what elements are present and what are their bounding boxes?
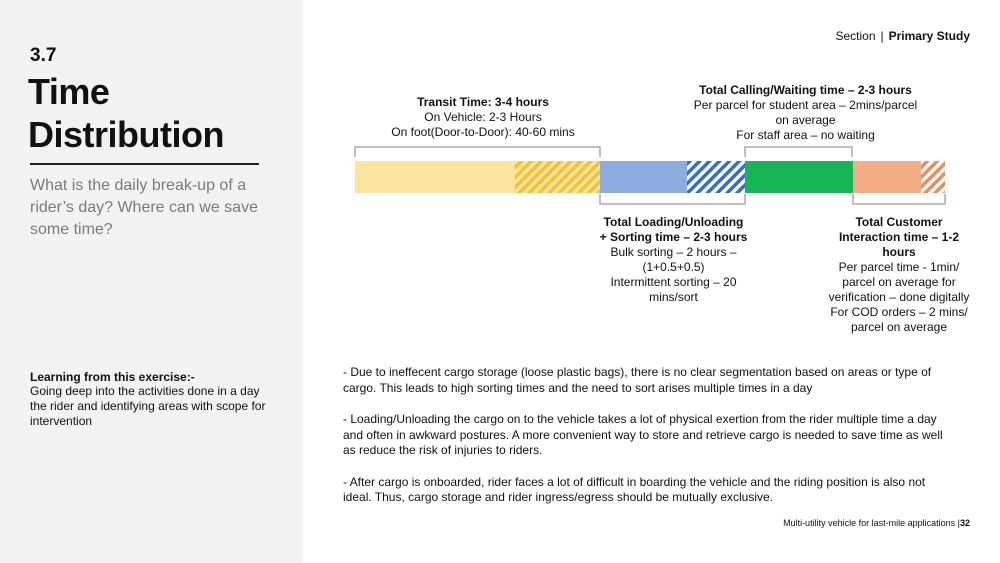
footer — [783, 518, 970, 528]
label-customer-interaction-time — [818, 215, 980, 335]
footer-text: Multi-utility vehicle for last-mile applications — [783, 518, 956, 528]
note-paragraph: - After cargo is onboarded, rider faces a lot of difficult in boarding the vehicle and the riding position is also not ideal. Thus, cargo storage and rider ingress/egress should be mutually exclusive. — [343, 474, 926, 504]
calling-line-2: on average — [775, 113, 836, 127]
page-number: 32 — [959, 518, 970, 528]
segment-customer-hatched — [921, 161, 945, 193]
learning-body: Going deep into the activities done in a day the rider and identifying areas with scope for intervention — [30, 384, 266, 428]
customer-title-2: Interaction time – 1-2 — [838, 230, 960, 244]
loading-title-2: + Sorting time – 2-3 hours — [599, 230, 748, 244]
calling-line-3: For staff area – no waiting — [736, 128, 875, 142]
customer-title-1: Total Customer — [855, 215, 943, 229]
segment-transit-hatched — [515, 161, 600, 193]
section-number: 3.7 — [30, 45, 57, 66]
segment-customer-solid — [853, 161, 921, 193]
transit-line-2: On foot(Door-to-Door): 40-60 mins — [391, 125, 575, 139]
section-name: Primary Study — [888, 29, 970, 43]
note-paragraph: - Loading/Unloading the cargo on to the vehicle takes a lot of physical exertion from the rider multiple time a day and often in awkward postures. A more convenient way to store and retrieve cargo is needed to save time as well as reduce the risk of injuries to riders. — [343, 412, 943, 457]
note-paragraph: - Due to ineffecent cargo storage (loose plastic bags), there is no clear segmentation based on areas or type of cargo. This leads to high sorting times and the need to sort arises multiple times in a day — [343, 365, 932, 395]
section-label: Section — [835, 29, 876, 43]
page-title-line-1: Time — [28, 71, 110, 112]
segment-loading-hatched — [687, 161, 745, 193]
footer-separator: | — [957, 518, 960, 528]
segment-loading-solid — [600, 161, 687, 193]
calling-line-1: Per parcel for student area – 2mins/parcel — [693, 98, 918, 112]
page-title-line-2: Distribution — [28, 114, 224, 155]
loading-title-1: Total Loading/Unloading — [603, 215, 744, 229]
page-title — [28, 70, 288, 156]
segment-calling — [745, 161, 853, 193]
customer-line-2: parcel on average for — [842, 275, 956, 289]
loading-line-2: (1+0.5+0.5) — [642, 260, 705, 274]
label-loading-sorting-time — [586, 215, 761, 305]
loading-line-1: Bulk sorting – 2 hours – — [610, 245, 737, 259]
customer-line-4: For COD orders – 2 mins/ — [830, 305, 968, 319]
customer-line-1: Per parcel time - 1min/ — [838, 260, 960, 274]
transit-line-1: On Vehicle: 2-3 Hours — [424, 110, 542, 124]
loading-line-4: mins/sort — [649, 290, 698, 304]
loading-line-3: Intermittent sorting – 20 — [610, 275, 737, 289]
time-distribution-bar — [350, 142, 950, 206]
calling-bracket — [745, 147, 852, 157]
transit-bracket — [355, 147, 600, 157]
loading-bracket — [600, 194, 745, 204]
learning-heading: Learning from this exercise:- — [30, 370, 195, 384]
observation-notes — [343, 365, 943, 522]
section-header — [835, 29, 970, 43]
header-separator: | — [880, 29, 884, 43]
customer-bracket — [853, 194, 945, 204]
customer-line-3: verification – done digitally — [828, 290, 970, 304]
page-subtitle: What is the daily break-up of a rider’s day? Where can we save some time? — [30, 177, 258, 238]
label-transit-time — [383, 95, 583, 140]
left-panel — [0, 0, 303, 563]
customer-title-3: hours — [882, 245, 916, 259]
title-divider — [30, 163, 259, 165]
customer-line-5: parcel on average — [850, 320, 948, 334]
transit-title: Transit Time: 3-4 hours — [417, 95, 549, 109]
label-calling-waiting-time — [683, 83, 928, 143]
calling-title: Total Calling/Waiting time – 2-3 hours — [699, 83, 912, 97]
segment-transit-solid — [355, 161, 515, 193]
